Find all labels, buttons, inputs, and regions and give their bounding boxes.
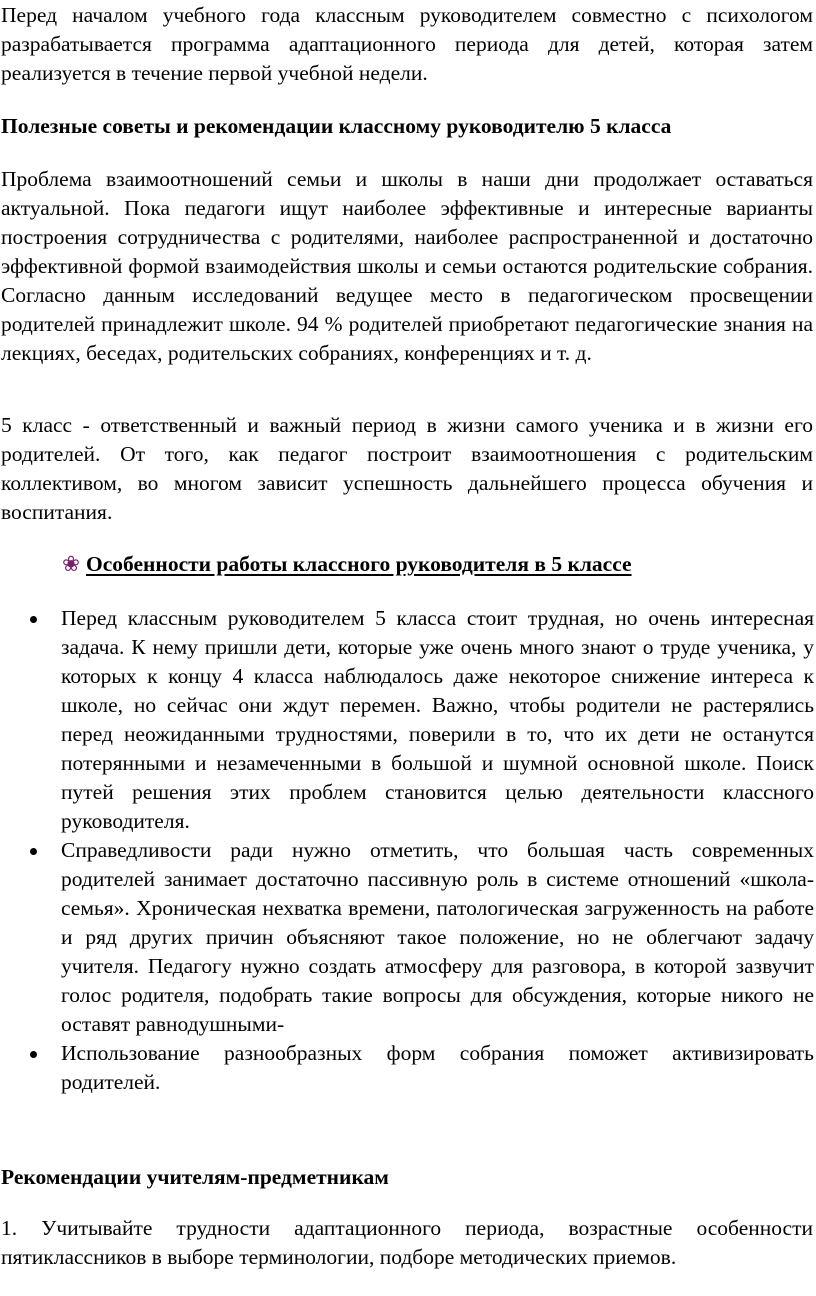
list-item-text: Использование разнообразных форм собрания поможет активизировать родителей. [61,1041,814,1094]
tips-heading: Полезные советы и рекомендации классному руководителю 5 класса [1,114,672,138]
flower-icon: ❀ [62,552,81,576]
recommendation-1: 1. Учитывайте трудности адаптационного периода, возрастные особенности пятиклассников в выборе терминологии, подборе методических приемов. [1,1216,813,1269]
list-item-text: Справедливости ради нужно отметить, что большая часть современных родителей занимает достаточно пассивную роль в системе отношений «школа-семья». Хроническая нехватка времени, патологическая загруженность на работе и ряд других причин объясняют такое положение, но не облегчают задачу учителя. Педагогу нужно создать атмосферу для разговора, в которой зазвучит голос родителя, подобрать такие вопросы для обсуждения, которые никого не оставят равнодушными- [61,838,814,1036]
intro-paragraph: Перед началом учебного года классным руководителем совместно с психологом разрабатывается программа адаптационного периода для детей, которая затем реализуется в течение первой учебной недели. [1,3,813,85]
features-heading-text: Особенности работы классного руководителя в 5 классе [86,552,632,576]
list-item [0,604,814,836]
features-list [0,604,814,1097]
bullet-icon [30,1051,37,1058]
recommendations-heading: Рекомендации учителям-предметникам [1,1165,389,1189]
list-item-text: Перед классным руководителем 5 класса стоит трудная, но очень интересная задача. К нему пришли дети, которые уже очень много знают о труде ученика, у которых к концу 4 класса наблюдалось даже некоторое снижение интереса к школе, но сейчас они ждут перемен. Важно, чтобы родители не растерялись перед неожиданными трудностями, поверили в то, что их дети не останутся потерянными и незамеченными в большой и шумной основной школе. Поиск путей решения этих проблем становится целью деятельности классного руководителя. [61,606,814,833]
list-item [0,1039,814,1097]
bullet-icon [30,848,37,855]
grade5-paragraph: 5 класс - ответственный и важный период в жизни самого ученика и в жизни его родителей. От того, как педагог построит взаимоотношения с родительским коллективом, во многом зависит успешность дальнейшего процесса обучения и воспитания. [1,413,813,524]
list-item [0,836,814,1039]
bullet-icon [30,616,37,623]
problem-paragraph: Проблема взаимоотношений семьи и школы в наши дни продолжает оставаться актуальной. Пока педагоги ищут наиболее эффективные и интересные варианты построения сотрудничества с родителями, наиболее распространенной и достаточно эффективной формой взаимодействия школы и семьи остаются родительские собрания. Согласно данным исследований ведущее место в педагогическом просвещении родителей принадлежит школе. 94 % родителей приобретают педагогические знания на лекциях, беседах, родительских собраниях, конференциях и т. д. [1,167,813,365]
features-heading [62,550,762,579]
